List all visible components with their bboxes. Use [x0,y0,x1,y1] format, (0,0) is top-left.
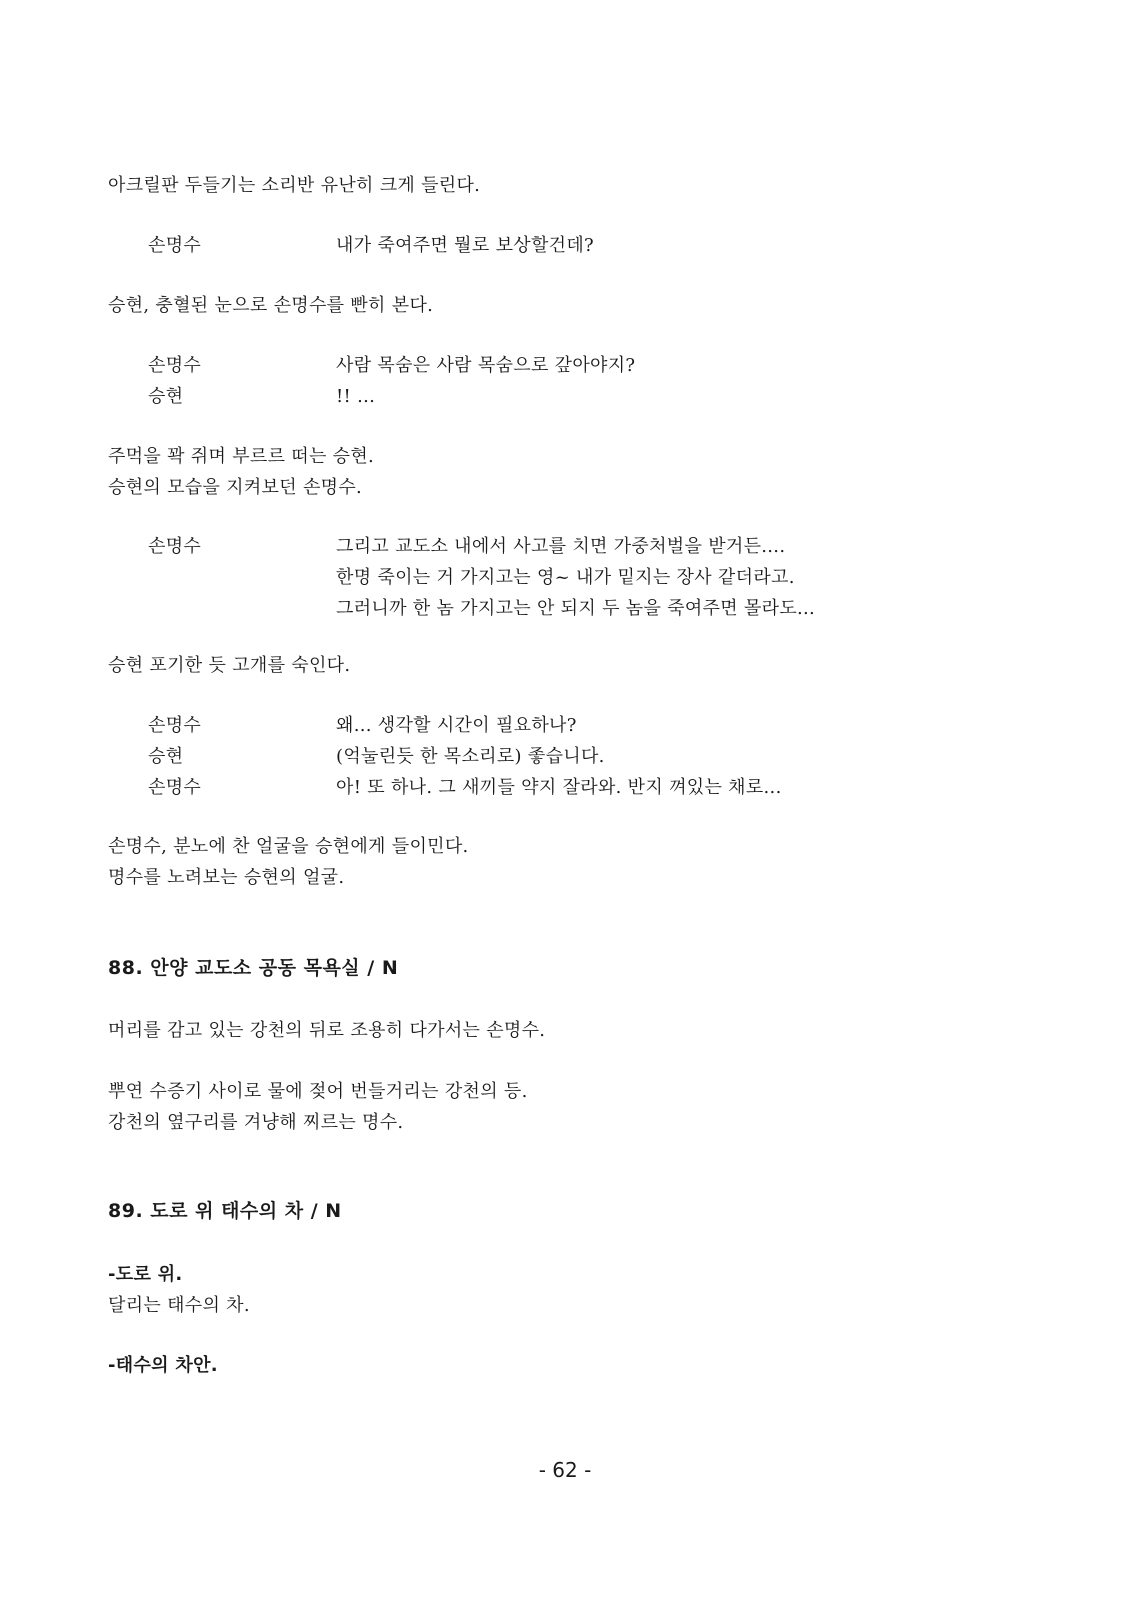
dialogue-group [108,710,1028,803]
action-line: 뿌연 수증기 사이로 물에 젖어 번들거리는 강천의 등. [108,1081,528,1102]
page-number: - 62 - [538,1458,592,1482]
dialogue-text: 내가 죽여주면 뭘로 보상할건데? [336,235,594,256]
action-group [108,831,1028,893]
action-line: 승현의 모습을 지켜보던 손명수. [108,477,363,498]
action-line: 승현 포기한 듯 고개를 숙인다. [108,655,351,676]
speaker-name: 손명수 [148,715,202,736]
dialogue-line [108,593,1028,624]
speaker-name: 손명수 [148,777,202,798]
action-line: 승현, 충혈된 눈으로 손명수를 빤히 본다. [108,295,434,316]
dialogue-group [108,531,1028,624]
action-group [108,1259,1028,1321]
action-line: 아크릴판 두들기는 소리반 유난히 크게 들린다. [108,175,481,196]
dialogue-text: 한명 죽이는 거 가지고는 영~ 내가 밑지는 장사 같더라고. [336,567,795,588]
action-group [108,441,1028,503]
action-line: 머리를 감고 있는 강천의 뒤로 조용히 다가서는 손명수. [108,1020,546,1041]
dialogue-text: 그러니까 한 놈 가지고는 안 되지 두 놈을 죽여주면 몰라도... [336,598,816,619]
dialogue-text: (억눌린듯 한 목소리로) 좋습니다. [336,746,605,767]
dialogue-text: !! ... [336,386,376,407]
dialogue-line [108,710,1028,741]
dialogue-line [108,741,1028,772]
action-line: 주먹을 꽉 쥐며 부르르 떠는 승현. [108,446,375,467]
dialogue-text: 아! 또 하나. 그 새끼들 약지 잘라와. 반지 껴있는 채로... [336,777,782,798]
dialogue-text: 왜... 생각할 시간이 필요하나? [336,715,577,736]
action-line: 명수를 노려보는 승현의 얼굴. [108,867,345,888]
scene-heading: 89. 도로 위 태수의 차 / N [108,1200,342,1222]
action-line: 강천의 옆구리를 겨냥해 찌르는 명수. [108,1112,404,1133]
speaker-name: 승현 [148,746,184,767]
dialogue-line [108,230,1028,261]
action-line: 달리는 태수의 차. [108,1295,250,1316]
dialogue-line [108,531,1028,562]
dialogue-line [108,381,1028,412]
scene-heading: 88. 안양 교도소 공동 목욕실 / N [108,957,399,979]
speaker-name: 손명수 [148,355,202,376]
dialogue-line [108,772,1028,803]
dialogue-text: 그리고 교도소 내에서 사고를 치면 가중처벌을 받거든.... [336,536,786,557]
speaker-name: 승현 [148,386,184,407]
action-line: 손명수, 분노에 찬 얼굴을 승현에게 들이민다. [108,836,469,857]
dialogue-text: 사람 목숨은 사람 목숨으로 갚아야지? [336,355,636,376]
sub-heading: -태수의 차안. [108,1355,218,1376]
action-group [108,1076,1028,1138]
sub-heading: -도로 위. [108,1264,183,1285]
dialogue-line [108,562,1028,593]
speaker-name: 손명수 [148,235,202,256]
speaker-name: 손명수 [148,536,202,557]
dialogue-group [108,350,1028,412]
dialogue-line [108,350,1028,381]
